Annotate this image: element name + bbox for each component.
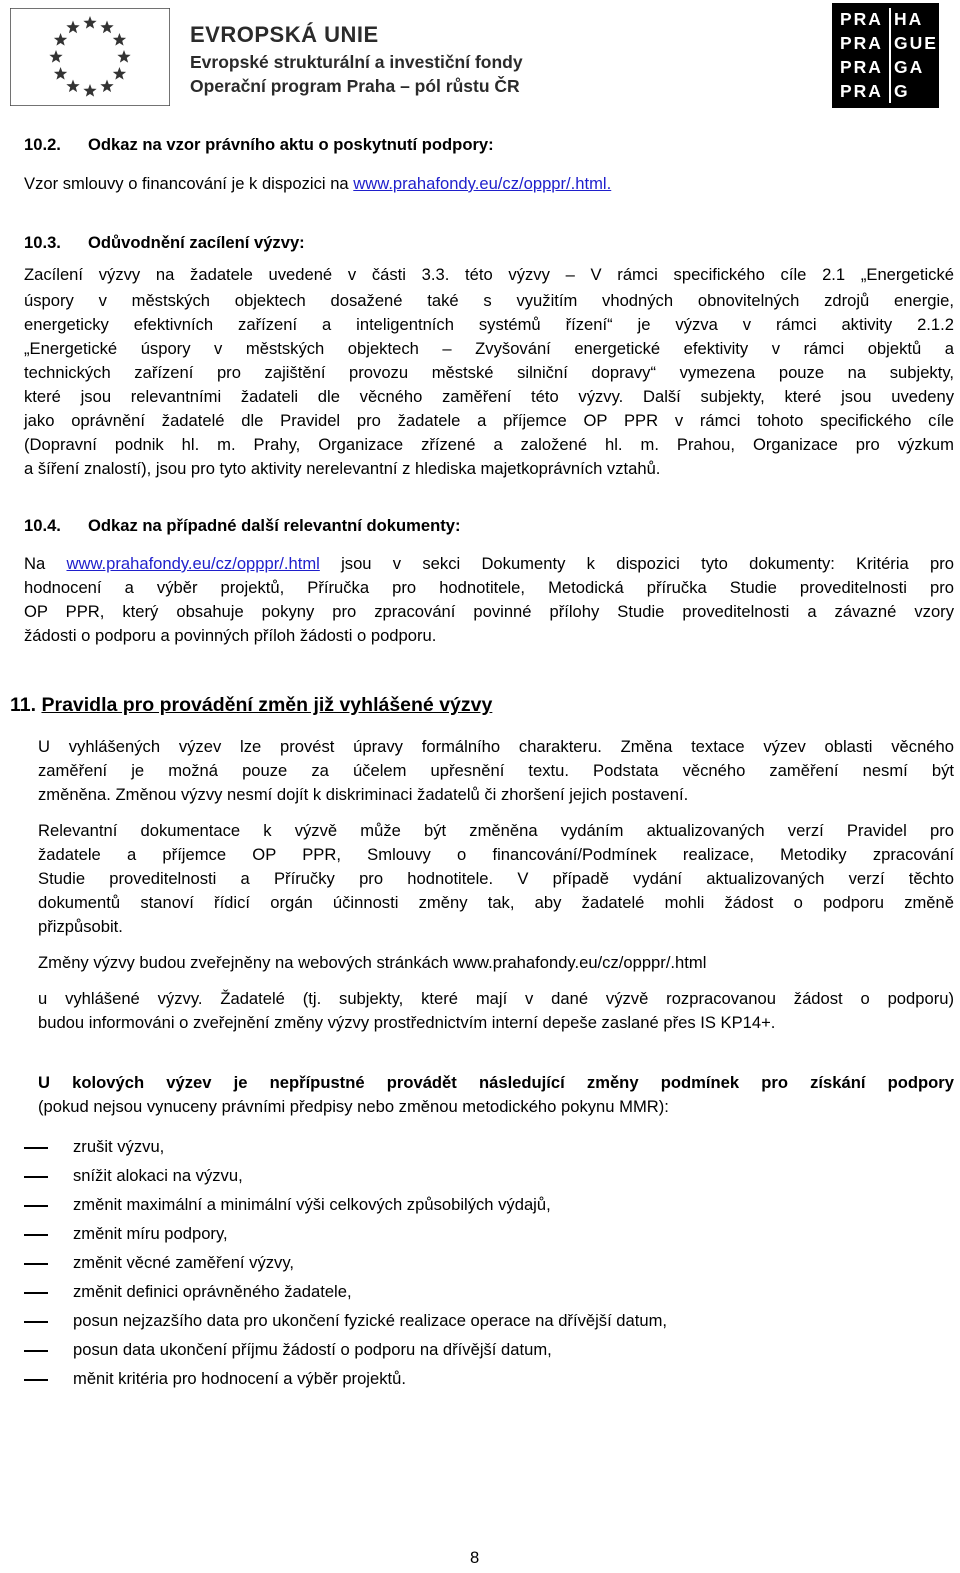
section-10-2-text-label: Vzor smlouvy o financování je k dispozici na — [24, 174, 354, 193]
paragraph-line: žadatele a příjemce OP PPR, Smlouvy o financování/Podmínek realizace, Metodiky zpracování — [38, 845, 954, 864]
paragraph-line: přizpůsobit. — [38, 917, 123, 936]
section-11-title: Pravidla pro provádění změn již vyhlášené výzvy — [41, 694, 493, 716]
list-item: změnit definici oprávněného žadatele, — [73, 1282, 352, 1301]
paragraph-line: zaměření je možná pouze za účelem upřesnění textu. Podstata věcného zaměření nesmí být — [38, 761, 954, 780]
section-10-2-heading: Odkaz na vzor právního aktu o poskytnutí podpory: — [88, 135, 494, 154]
praha-logo-text: GUE — [894, 33, 938, 53]
paragraph-line: (pokud nejsou vynuceny právními předpisy nebo změnou metodického pokynu MMR): — [38, 1097, 669, 1116]
paragraph-line: Zacílení výzvy na žadatele uvedené v části 3.3. této výzvy – V rámci specifického cíle 2.1 „Energetické — [24, 265, 954, 284]
bullet-dash-icon — [24, 1321, 48, 1323]
paragraph-line: žádosti o podporu a povinných příloh žádosti o podporu. — [24, 626, 437, 645]
eu-subtitle: Evropské strukturální a investiční fondy — [190, 52, 523, 72]
list-item: změnit míru podpory, — [73, 1224, 228, 1243]
prahafondy-link[interactable]: www.prahafondy.eu/cz/opppr/.html. — [353, 174, 612, 193]
praha-logo-text: GA — [894, 57, 925, 77]
section-10-3-number: 10.3. — [24, 233, 61, 252]
eu-program: Operační program Praha – pól růstu ČR — [190, 76, 520, 96]
paragraph-line: které jsou relevantními žadateli dle věcného zaměření této výzvy. Další subjekty, které jsou uvedeny — [24, 387, 954, 406]
paragraph-text: Na — [24, 554, 67, 573]
page-number: 8 — [470, 1548, 480, 1567]
paragraph-line: změněna. Změnou výzvy nesmí dojít k diskriminaci žadatelů či zhoršení jejich postavení. — [38, 785, 689, 804]
praha-logo-text: G — [894, 81, 910, 101]
paragraph-line-bold: U kolových výzev je nepřípustné provádět následující změny podmínek pro získání podpory — [38, 1073, 954, 1092]
praha-logo-text: PRA — [840, 57, 883, 77]
bullet-dash-icon — [24, 1379, 48, 1381]
praha-logo-text: PRA — [840, 9, 883, 29]
list-item: měnit kritéria pro hodnocení a výběr projektů. — [73, 1369, 406, 1388]
section-10-4-number: 10.4. — [24, 516, 61, 535]
bullet-dash-icon — [24, 1350, 48, 1352]
eu-flag-icon — [10, 8, 170, 106]
paragraph-line: dokumentů stanoví řídicí orgán účinnosti změny tak, aby žadatelé mohli žádost o podporu změně — [38, 893, 954, 912]
paragraph-line: OP PPR, který obsahuje pokyny pro zpracování povinné přílohy Studie proveditelnosti a závazné vzory — [24, 602, 954, 621]
bullet-dash-icon — [24, 1147, 48, 1149]
paragraph-text: jsou v sekci Dokumenty k dispozici tyto dokumenty: Kritéria pro — [319, 554, 954, 573]
praha-logo — [832, 3, 939, 108]
praha-logo-text: HA — [894, 9, 924, 29]
eu-title: EVROPSKÁ UNIE — [190, 22, 379, 47]
bullet-dash-icon — [24, 1292, 48, 1294]
paragraph-line: úspory v městských objektech dosažené také s využitím vhodných obnovitelných zdrojů energie, — [24, 291, 954, 310]
paragraph-line: budou informováni o zveřejnění změny výzvy prostřednictvím interní depeše zaslané přes IS KP14+. — [38, 1013, 776, 1032]
paragraph-line: hodnocení a výběr projektů, Příručka pro hodnotitele, Metodická příručka Studie proveditelnosti pro — [24, 578, 954, 597]
paragraph-line: U vyhlášených výzev lze provést úpravy formálního charakteru. Změna textace výzev oblasti věcného — [38, 737, 954, 756]
paragraph-line: jako oprávnění žadatelé dle Pravidel pro žadatele a příjemce OP PPR v rámci tohoto specifického cíle — [24, 411, 954, 430]
section-10-2-text — [24, 173, 611, 195]
bullet-dash-icon — [24, 1234, 48, 1236]
section-10-2-number: 10.2. — [24, 135, 61, 154]
prahafondy-link[interactable]: www.prahafondy.eu/cz/opppr/.html — [66, 554, 320, 573]
paragraph-line: Studie proveditelnosti a Příručky pro hodnotitele. V případě vydání aktualizovaných verzí těchto — [38, 869, 954, 888]
bullet-dash-icon — [24, 1176, 48, 1178]
section-10-4-heading: Odkaz na případné další relevantní dokumenty: — [88, 516, 461, 535]
paragraph-line: (Dopravní podnik hl. m. Prahy, Organizace zřízené a založené hl. m. Prahou, Organizace pro výzkum — [24, 435, 954, 454]
section-10-3-heading: Odůvodnění zacílení výzvy: — [88, 233, 305, 252]
list-item: změnit věcné zaměření výzvy, — [73, 1253, 295, 1272]
paragraph-line: Změny výzvy budou zveřejněny na webových stránkách www.prahafondy.eu/cz/opppr/.html — [38, 953, 707, 972]
praha-logo-divider — [889, 8, 891, 103]
paragraph-line: Relevantní dokumentace k výzvě může být změněna vydáním aktualizovaných verzí Pravidel pro — [38, 821, 954, 840]
paragraph-line: energeticky efektivních zařízení a inteligentních systémů řízení“ je výzva v rámci aktivity 2.1.2 — [24, 315, 954, 334]
page-header — [0, 0, 960, 112]
praha-logo-text: PRA — [840, 33, 883, 53]
bullet-dash-icon — [24, 1205, 48, 1207]
paragraph-line: u vyhlášené výzvy. Žadatelé (tj. subjekty, které mají v dané výzvě rozpracovanou žádost o podporu) — [38, 989, 954, 1008]
list-item: změnit maximální a minimální výši celkových způsobilých výdajů, — [73, 1195, 551, 1214]
list-item: posun nejzazšího data pro ukončení fyzické realizace operace na dřívější datum, — [73, 1311, 668, 1330]
list-item: snížit alokaci na výzvu, — [73, 1166, 243, 1185]
bullet-dash-icon — [24, 1263, 48, 1265]
paragraph-line: a šíření znalostí), jsou pro tyto aktivity nerelevantní z hlediska majetkoprávních vztahů. — [24, 459, 661, 478]
paragraph-line: technických zařízení pro zajištění provozu městské silniční dopravy“ vymezena pouze na subjekty, — [24, 363, 954, 382]
list-item: posun data ukončení příjmu žádostí o podporu na dřívější datum, — [73, 1340, 552, 1359]
paragraph-line: „Energetické úspory v městských objektech – Zvyšování energetické efektivity v rámci objektů a — [24, 339, 954, 358]
section-11-heading — [10, 694, 492, 716]
paragraph-line — [24, 553, 954, 575]
eu-logo — [10, 8, 535, 106]
section-11-number: 11. — [10, 694, 37, 716]
praha-logo-text: PRA — [840, 81, 883, 101]
list-item: zrušit výzvu, — [73, 1137, 165, 1156]
